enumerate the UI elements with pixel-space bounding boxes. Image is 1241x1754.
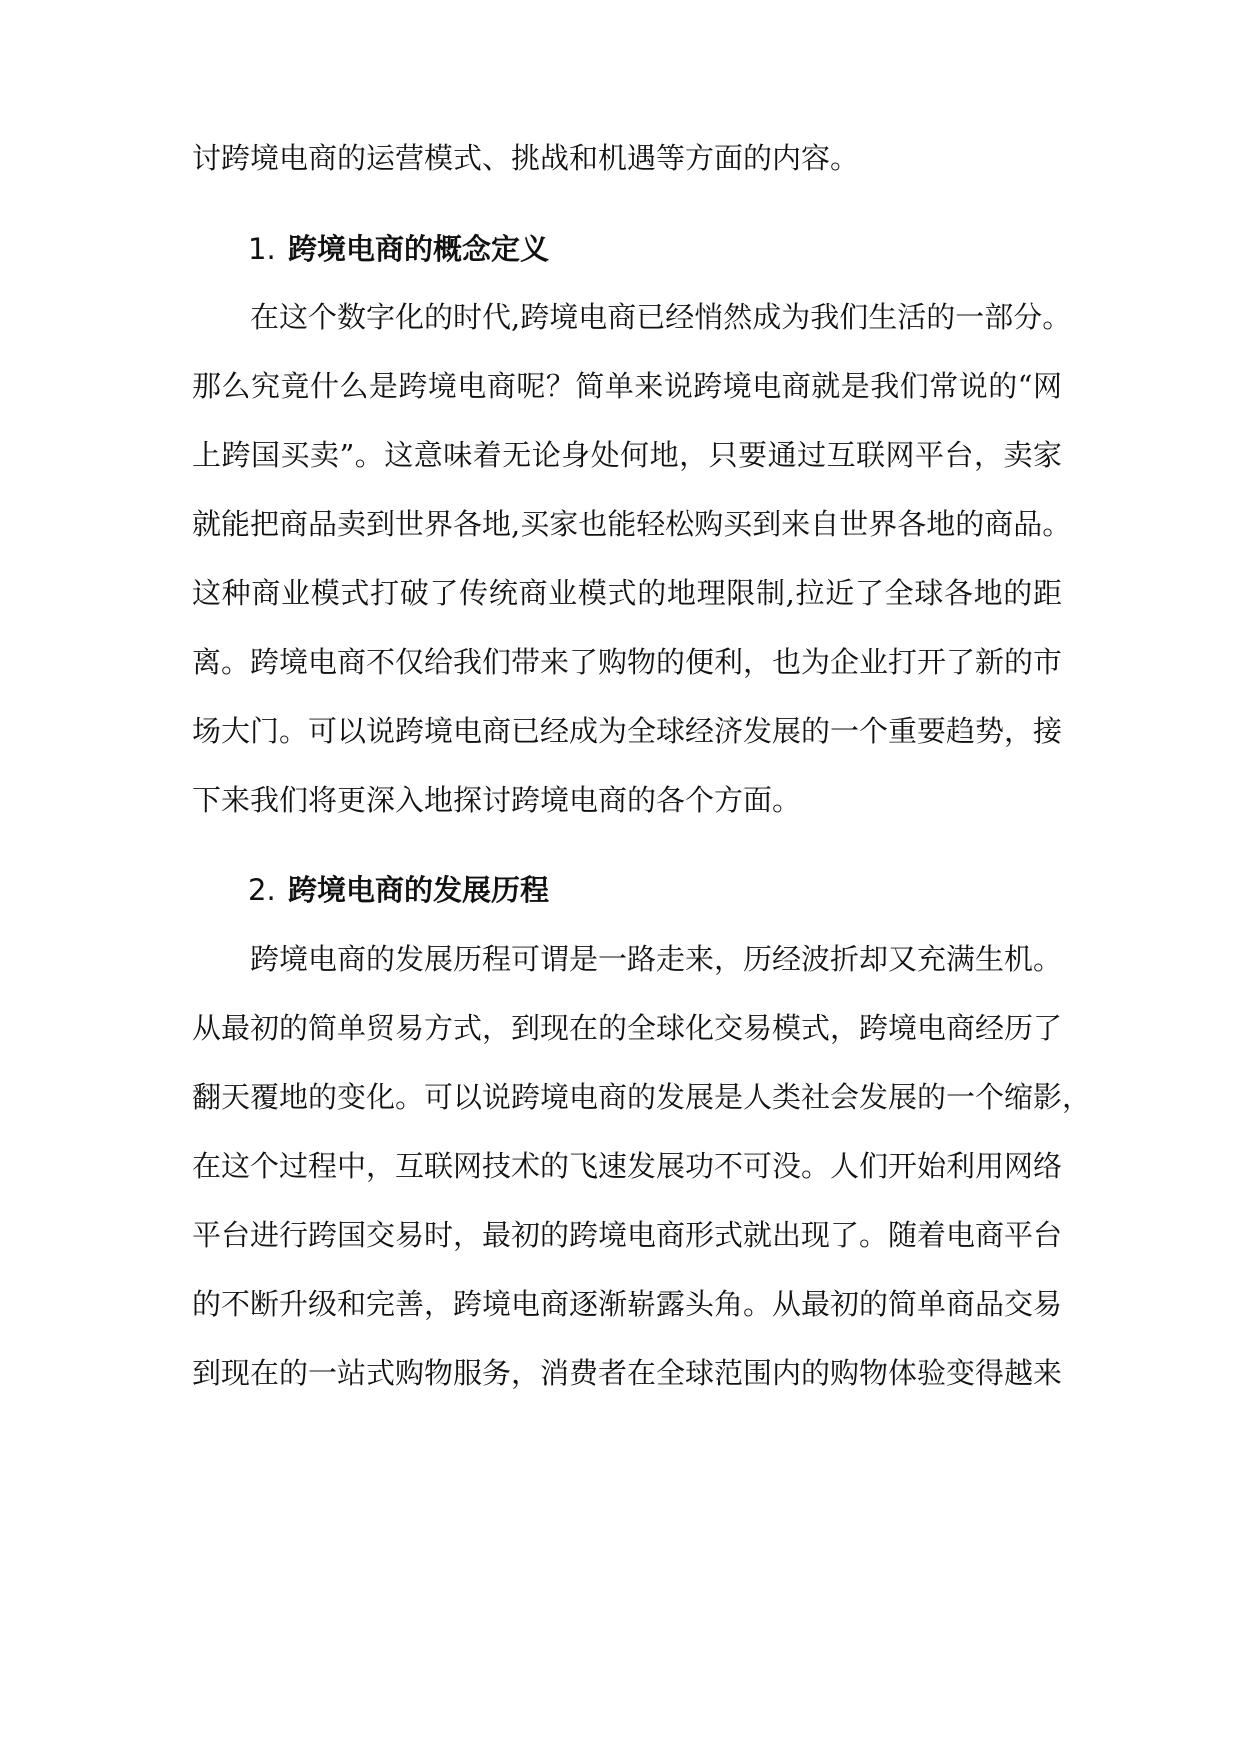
section-title: 跨境电商的发展历程: [288, 873, 550, 907]
paragraph-line: 翻天覆地的变化。可以说跨境电商的发展是人类社会发展的一个缩影，: [192, 1080, 1092, 1114]
paragraph-line: 在这个过程中，互联网技术的飞速发展功不可没。人们开始利用网络: [192, 1149, 1063, 1183]
paragraph-line: 讨跨境电商的运营模式、挑战和机遇等方面的内容。: [192, 141, 860, 175]
paragraph-line: 上跨国买卖”。这意味着无论身处何地，只要通过互联网平台，卖家: [192, 438, 1062, 472]
paragraph-line: 跨境电商的发展历程可谓是一路走来，历经波折却又充满生机。: [250, 942, 1063, 976]
paragraph-line: 那么究竟什么是跨境电商呢？简单来说跨境电商就是我们常说的“网: [192, 369, 1062, 403]
paragraph-line: 离。跨境电商不仅给我们带来了购物的便利，也为企业打开了新的市: [192, 645, 1063, 679]
section-number: 1.: [248, 232, 276, 266]
paragraph-line: 的不断升级和完善，跨境电商逐渐崭露头角。从最初的简单商品交易: [192, 1287, 1063, 1321]
paragraph-line: 从最初的简单贸易方式，到现在的全球化交易模式，跨境电商经历了: [192, 1011, 1063, 1045]
paragraph-line: 到现在的一站式购物服务，消费者在全球范围内的购物体验变得越来: [192, 1356, 1063, 1390]
section-heading-2: [248, 870, 549, 910]
paragraph-line: 在这个数字化的时代,跨境电商已经悄然成为我们生活的一部分。: [250, 300, 1072, 334]
paragraph-line: 平台进行跨国交易时，最初的跨境电商形式就出现了。随着电商平台: [192, 1218, 1063, 1252]
section-heading-1: [248, 229, 549, 269]
section-number: 2.: [248, 873, 276, 907]
paragraph-line: 场大门。可以说跨境电商已经成为全球经济发展的一个重要趋势，接: [192, 714, 1063, 748]
paragraph-line: 这种商业模式打破了传统商业模式的地理限制,拉近了全球各地的距: [192, 576, 1062, 610]
paragraph-line: 就能把商品卖到世界各地,买家也能轻松购买到来自世界各地的商品。: [192, 507, 1072, 541]
paragraph-line: 下来我们将更深入地探讨跨境电商的各个方面。: [192, 783, 802, 817]
section-title: 跨境电商的概念定义: [288, 232, 550, 266]
